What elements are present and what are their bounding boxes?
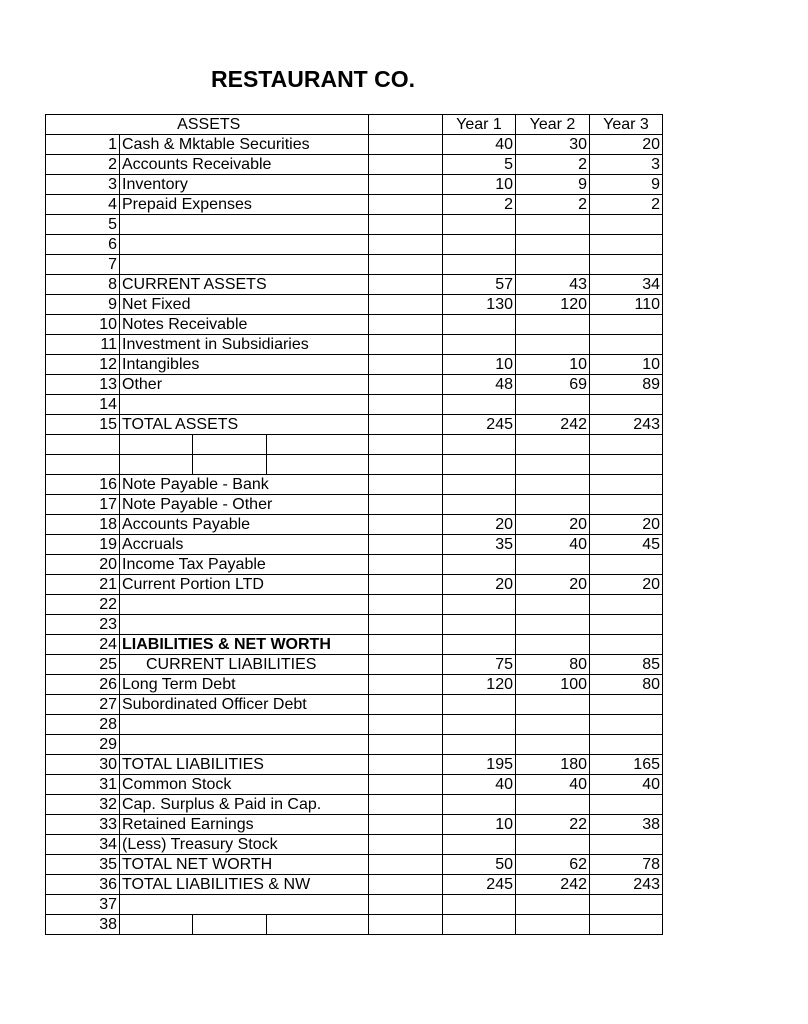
row-label: Current Portion LTD: [120, 575, 369, 595]
row-number: 3: [46, 175, 120, 195]
table-row: [46, 495, 663, 515]
row-label: [120, 615, 369, 635]
table-row: [46, 835, 663, 855]
blank-cell: [369, 595, 443, 615]
year-3-value: [590, 835, 663, 855]
balance-sheet-table: [45, 114, 663, 935]
year-3-value: [590, 335, 663, 355]
year-1-value: 20: [443, 575, 516, 595]
row-number: 38: [46, 915, 120, 935]
year-1-value: 40: [443, 135, 516, 155]
table-row: [46, 735, 663, 755]
blank-cell: [193, 915, 267, 935]
row-label: Other: [120, 375, 369, 395]
blank-cell: [369, 395, 443, 415]
year-2-value: [516, 835, 590, 855]
year-2-value: [516, 395, 590, 415]
row-number: 21: [46, 575, 120, 595]
blank-cell: [369, 815, 443, 835]
table-row: [46, 335, 663, 355]
blank-cell: [369, 895, 443, 915]
year-3-value: 20: [590, 515, 663, 535]
blank-cell: [369, 795, 443, 815]
blank-cell: [369, 255, 443, 275]
blank-cell: [369, 295, 443, 315]
row-number: 33: [46, 815, 120, 835]
blank-cell: [369, 695, 443, 715]
year-2-value: [516, 255, 590, 275]
year-3-value: [590, 715, 663, 735]
row-number: 2: [46, 155, 120, 175]
table-row: [46, 575, 663, 595]
table-row: [46, 895, 663, 915]
row-label: Subordinated Officer Debt: [120, 695, 369, 715]
row-number: 16: [46, 475, 120, 495]
table-row: [46, 355, 663, 375]
row-label: [120, 395, 369, 415]
year-1-value: [443, 615, 516, 635]
table-row: [46, 655, 663, 675]
row-label: Prepaid Expenses: [120, 195, 369, 215]
year-1-value: [443, 215, 516, 235]
year-2-value: [516, 735, 590, 755]
year-2-value: [516, 595, 590, 615]
year-3-value: [590, 555, 663, 575]
row-label: Cash & Mktable Securities: [120, 135, 369, 155]
blank-cell: [369, 855, 443, 875]
blank-cell: [369, 335, 443, 355]
year-1-value: 50: [443, 855, 516, 875]
year-1-value: 40: [443, 775, 516, 795]
blank-cell: [193, 435, 267, 455]
year-2-value: 120: [516, 295, 590, 315]
year-3-value: [590, 495, 663, 515]
row-number: 28: [46, 715, 120, 735]
year-1-value: 120: [443, 675, 516, 695]
year-1-value: [443, 395, 516, 415]
row-label: Notes Receivable: [120, 315, 369, 335]
blank-cell: [516, 435, 590, 455]
year-3-value: 10: [590, 355, 663, 375]
year-2-value: [516, 695, 590, 715]
year-3-value: [590, 255, 663, 275]
year-2-value: 40: [516, 535, 590, 555]
year-1-value: 75: [443, 655, 516, 675]
row-label: Accruals: [120, 535, 369, 555]
year-3-value: [590, 235, 663, 255]
row-number: 11: [46, 335, 120, 355]
row-number: 22: [46, 595, 120, 615]
year-1-value: [443, 915, 516, 935]
row-number: 14: [46, 395, 120, 415]
year-2-value: 69: [516, 375, 590, 395]
year-1-value: 245: [443, 875, 516, 895]
blank-cell: [369, 175, 443, 195]
year-1-value: 130: [443, 295, 516, 315]
table-row: [46, 635, 663, 655]
blank-cell: [369, 715, 443, 735]
row-number: 5: [46, 215, 120, 235]
year-2-value: 22: [516, 815, 590, 835]
table-row: [46, 615, 663, 635]
year-3-value: [590, 475, 663, 495]
year-3-value: [590, 695, 663, 715]
year-3-value: 45: [590, 535, 663, 555]
year-3-value: [590, 735, 663, 755]
year-3-value: 2: [590, 195, 663, 215]
row-label: Net Fixed: [120, 295, 369, 315]
blank-cell: [369, 315, 443, 335]
row-number: 20: [46, 555, 120, 575]
blank-cell: [369, 915, 443, 935]
row-number: 23: [46, 615, 120, 635]
blank-cell: [369, 655, 443, 675]
row-label: Intangibles: [120, 355, 369, 375]
year-1-value: 245: [443, 415, 516, 435]
year-3-value: [590, 595, 663, 615]
row-label: Inventory: [120, 175, 369, 195]
row-number: 8: [46, 275, 120, 295]
year-2-value: [516, 315, 590, 335]
row-number: 7: [46, 255, 120, 275]
sheet-body: [46, 115, 663, 935]
spacer-row: [46, 455, 663, 475]
blank-cell: [590, 455, 663, 475]
row-label: CURRENT ASSETS: [120, 275, 369, 295]
year-2-header: Year 2: [516, 115, 590, 135]
year-2-value: [516, 215, 590, 235]
year-1-value: [443, 495, 516, 515]
row-number: 18: [46, 515, 120, 535]
year-2-value: 43: [516, 275, 590, 295]
table-row: [46, 395, 663, 415]
year-1-value: [443, 715, 516, 735]
table-row: [46, 775, 663, 795]
row-label: TOTAL ASSETS: [120, 415, 369, 435]
table-row: [46, 255, 663, 275]
year-1-value: [443, 255, 516, 275]
blank-cell: [369, 535, 443, 555]
row-number: 13: [46, 375, 120, 395]
blank-cell: [369, 775, 443, 795]
year-2-value: 10: [516, 355, 590, 375]
year-1-value: [443, 835, 516, 855]
row-number: 29: [46, 735, 120, 755]
table-row: [46, 135, 663, 155]
row-label: [120, 215, 369, 235]
year-3-value: [590, 215, 663, 235]
blank-cell: [369, 875, 443, 895]
table-row: [46, 755, 663, 775]
row-number: 24: [46, 635, 120, 655]
table-row: [46, 715, 663, 735]
year-1-value: [443, 735, 516, 755]
year-2-value: 180: [516, 755, 590, 775]
row-label: Accounts Payable: [120, 515, 369, 535]
row-label: [120, 235, 369, 255]
table-row: [46, 515, 663, 535]
blank-cell: [120, 435, 193, 455]
row-number: 19: [46, 535, 120, 555]
row-number: 6: [46, 235, 120, 255]
year-3-value: 40: [590, 775, 663, 795]
row-number: 37: [46, 895, 120, 915]
blank-cell: [120, 455, 193, 475]
year-3-value: 9: [590, 175, 663, 195]
year-2-value: [516, 715, 590, 735]
year-1-value: 10: [443, 815, 516, 835]
table-row: [46, 155, 663, 175]
row-number: 4: [46, 195, 120, 215]
blank-cell: [369, 355, 443, 375]
year-2-value: [516, 555, 590, 575]
table-row: [46, 795, 663, 815]
row-label: [120, 255, 369, 275]
year-2-value: 20: [516, 575, 590, 595]
row-label: Income Tax Payable: [120, 555, 369, 575]
year-2-value: [516, 915, 590, 935]
page-title: RESTAURANT CO.: [211, 66, 416, 92]
blank-cell: [193, 455, 267, 475]
year-2-value: 20: [516, 515, 590, 535]
year-3-value: [590, 615, 663, 635]
year-1-value: [443, 795, 516, 815]
table-row: [46, 675, 663, 695]
row-label: Note Payable - Bank: [120, 475, 369, 495]
row-number: 17: [46, 495, 120, 515]
row-label: Accounts Receivable: [120, 155, 369, 175]
year-3-value: 20: [590, 135, 663, 155]
blank-cell: [443, 455, 516, 475]
year-1-value: [443, 315, 516, 335]
blank-cell: [369, 275, 443, 295]
spacer-row: [46, 435, 663, 455]
table-row: [46, 915, 663, 935]
year-1-value: [443, 635, 516, 655]
year-3-value: 89: [590, 375, 663, 395]
year-3-value: [590, 795, 663, 815]
table-row: [46, 875, 663, 895]
row-number: 32: [46, 795, 120, 815]
year-2-value: 9: [516, 175, 590, 195]
year-1-value: [443, 695, 516, 715]
table-row: [46, 195, 663, 215]
year-2-value: 242: [516, 875, 590, 895]
blank-cell: [267, 455, 369, 475]
blank-cell: [369, 215, 443, 235]
row-label: [120, 595, 369, 615]
year-2-value: [516, 235, 590, 255]
year-1-value: [443, 595, 516, 615]
table-row: [46, 815, 663, 835]
table-row: [46, 555, 663, 575]
row-number: 12: [46, 355, 120, 375]
row-number: 31: [46, 775, 120, 795]
blank-cell: [369, 495, 443, 515]
year-2-value: 100: [516, 675, 590, 695]
blank-cell: [369, 735, 443, 755]
year-1-value: 10: [443, 355, 516, 375]
year-3-value: 20: [590, 575, 663, 595]
table-row: [46, 855, 663, 875]
row-number: 15: [46, 415, 120, 435]
year-3-value: 3: [590, 155, 663, 175]
table-row: [46, 235, 663, 255]
table-row: [46, 315, 663, 335]
blank-cell: [267, 915, 369, 935]
year-1-value: 10: [443, 175, 516, 195]
row-label: [120, 915, 193, 935]
year-2-value: [516, 475, 590, 495]
blank-cell: [443, 435, 516, 455]
year-1-header: Year 1: [443, 115, 516, 135]
blank-cell: [46, 435, 120, 455]
year-3-value: [590, 915, 663, 935]
row-label: (Less) Treasury Stock: [120, 835, 369, 855]
year-2-value: 30: [516, 135, 590, 155]
row-label: Cap. Surplus & Paid in Cap.: [120, 795, 369, 815]
row-number: 27: [46, 695, 120, 715]
blank-cell: [267, 435, 369, 455]
table-row: [46, 295, 663, 315]
year-3-value: 34: [590, 275, 663, 295]
year-3-value: [590, 395, 663, 415]
table-row: [46, 175, 663, 195]
row-label: Note Payable - Other: [120, 495, 369, 515]
year-1-value: [443, 335, 516, 355]
blank-cell: [369, 635, 443, 655]
year-2-value: [516, 895, 590, 915]
row-label: [120, 735, 369, 755]
row-number: 34: [46, 835, 120, 855]
year-2-value: 62: [516, 855, 590, 875]
year-1-value: 57: [443, 275, 516, 295]
year-1-value: 20: [443, 515, 516, 535]
blank-cell: [590, 435, 663, 455]
row-number: 26: [46, 675, 120, 695]
year-1-value: [443, 555, 516, 575]
year-3-value: 80: [590, 675, 663, 695]
blank-cell: [369, 435, 443, 455]
year-2-value: 242: [516, 415, 590, 435]
blank-cell: [369, 195, 443, 215]
year-1-value: [443, 895, 516, 915]
row-number: 1: [46, 135, 120, 155]
blank-cell: [369, 475, 443, 495]
blank-cell: [369, 555, 443, 575]
blank-cell: [369, 675, 443, 695]
table-row: [46, 415, 663, 435]
year-2-value: 2: [516, 195, 590, 215]
row-number: 35: [46, 855, 120, 875]
row-number: 10: [46, 315, 120, 335]
row-number: 25: [46, 655, 120, 675]
row-number: 30: [46, 755, 120, 775]
year-3-value: 110: [590, 295, 663, 315]
blank-cell: [369, 615, 443, 635]
year-3-value: 38: [590, 815, 663, 835]
blank-cell: [46, 455, 120, 475]
row-label: TOTAL LIABILITIES & NW: [120, 875, 369, 895]
row-label: Long Term Debt: [120, 675, 369, 695]
year-1-value: 35: [443, 535, 516, 555]
row-label: TOTAL NET WORTH: [120, 855, 369, 875]
table-row: [46, 595, 663, 615]
year-3-value: [590, 895, 663, 915]
year-3-value: 85: [590, 655, 663, 675]
blank-cell: [369, 415, 443, 435]
table-row: [46, 215, 663, 235]
year-1-value: [443, 235, 516, 255]
row-label: [120, 895, 369, 915]
year-3-header: Year 3: [590, 115, 663, 135]
blank-cell: [516, 455, 590, 475]
year-1-value: 48: [443, 375, 516, 395]
year-2-value: 2: [516, 155, 590, 175]
year-2-value: [516, 615, 590, 635]
year-1-value: 2: [443, 195, 516, 215]
table-row: [46, 695, 663, 715]
row-label: Retained Earnings: [120, 815, 369, 835]
year-3-value: 165: [590, 755, 663, 775]
blank-cell: [369, 755, 443, 775]
year-2-value: [516, 495, 590, 515]
year-1-value: 195: [443, 755, 516, 775]
row-number: 9: [46, 295, 120, 315]
assets-header: ASSETS: [120, 115, 369, 135]
blank-cell: [369, 375, 443, 395]
blank-cell: [369, 515, 443, 535]
blank-cell: [369, 135, 443, 155]
row-number: 36: [46, 875, 120, 895]
table-row: [46, 535, 663, 555]
year-2-value: [516, 335, 590, 355]
blank-cell: [369, 575, 443, 595]
year-1-value: 5: [443, 155, 516, 175]
year-3-value: 243: [590, 415, 663, 435]
row-label: Investment in Subsidiaries: [120, 335, 369, 355]
year-3-value: [590, 635, 663, 655]
year-2-value: [516, 795, 590, 815]
blank-cell: [369, 235, 443, 255]
table-row: [46, 375, 663, 395]
year-2-value: [516, 635, 590, 655]
year-2-value: 80: [516, 655, 590, 675]
year-1-value: [443, 475, 516, 495]
row-label: TOTAL LIABILITIES: [120, 755, 369, 775]
row-label: LIABILITIES & NET WORTH: [120, 635, 369, 655]
row-label: [120, 715, 369, 735]
row-label: CURRENT LIABILITIES: [120, 655, 369, 675]
year-3-value: 78: [590, 855, 663, 875]
table-row: [46, 275, 663, 295]
table-row: [46, 475, 663, 495]
blank-cell: [369, 155, 443, 175]
blank-cell: [369, 455, 443, 475]
year-3-value: [590, 315, 663, 335]
year-3-value: 243: [590, 875, 663, 895]
year-2-value: 40: [516, 775, 590, 795]
row-label: Common Stock: [120, 775, 369, 795]
header-row: [46, 115, 663, 135]
blank-cell: [369, 835, 443, 855]
